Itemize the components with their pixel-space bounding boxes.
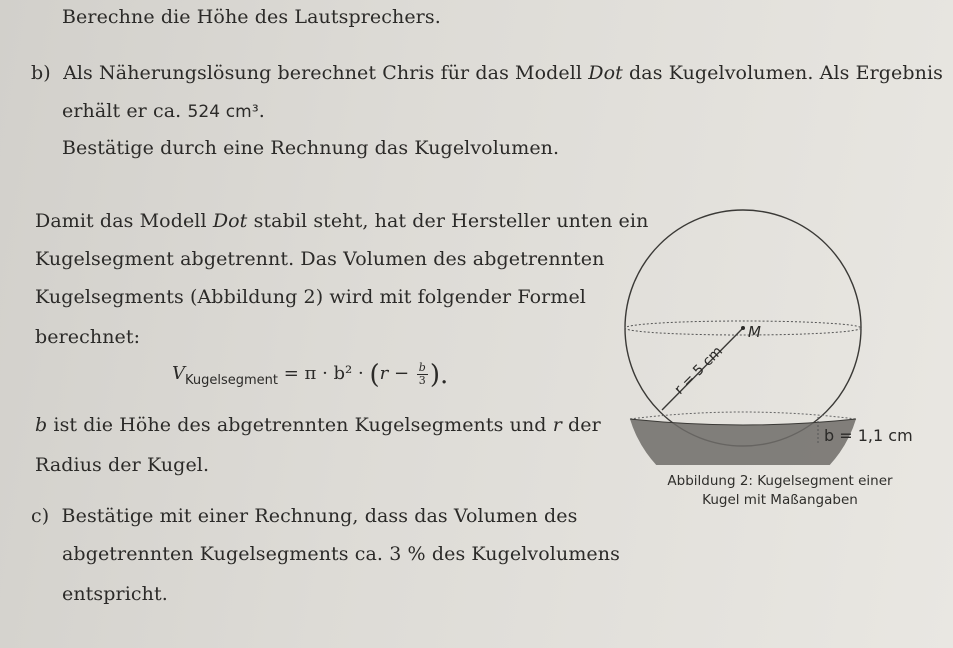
intro-line-1 (35, 210, 648, 232)
task-b-line-2 (62, 100, 265, 122)
task-b-line-1 (31, 62, 943, 84)
task-b-text-2: erhält er ca. (62, 100, 182, 122)
formula-r: r (379, 363, 389, 384)
task-b-text-1-end: das Kugelvolumen. Als Ergebnis (629, 62, 944, 84)
height-label: b = 1,1 cm (824, 426, 913, 445)
segment-volume-formula (172, 360, 448, 390)
model-name: Dot (588, 62, 623, 84)
center-label: M (748, 323, 761, 341)
explanation-text-1-end: der (568, 414, 601, 436)
sphere-segment-figure (600, 205, 945, 465)
intro-text-3: Kugelsegments (Abbildung 2) wird mit folgender Formel (35, 286, 586, 308)
task-c-text-1: Bestätige mit einer Rechnung, dass das Volumen des (61, 505, 578, 527)
task-c-line-2 (62, 543, 620, 565)
intro-line-2 (35, 248, 604, 270)
task-b-line-3 (62, 137, 559, 159)
intro-line-4 (35, 326, 140, 348)
intro-text-1-end: stabil steht, hat der Hersteller unten ein (253, 210, 649, 232)
formula-rhs: = π · b² · (283, 363, 364, 384)
segment-shade (630, 419, 856, 465)
formula-v: V (172, 363, 185, 384)
volume-value: 524 cm³ (187, 102, 259, 122)
task-c-label: c) (31, 505, 50, 527)
intro-text-1: Damit das Modell (35, 210, 207, 232)
task-c-line-1 (31, 505, 577, 527)
explanation-line-1 (35, 414, 601, 436)
figure-caption-line-1: Abbildung 2: Kugelsegment einer (667, 473, 893, 489)
center-point (741, 326, 745, 330)
intro-text-2: Kugelsegment abgetrennt. Das Volumen des abgetrennten (35, 248, 605, 270)
radius-label: r = 5 cm (671, 343, 727, 398)
intro-line-3 (35, 286, 586, 308)
fraction-denominator: 3 (418, 373, 426, 387)
explanation-text-2: Radius der Kugel. (35, 454, 210, 476)
fraction-numerator: b (418, 360, 426, 374)
task-b-text-1: Als Näherungslösung berechnet Chris für das Modell (63, 62, 583, 84)
task-c-line-3 (62, 583, 168, 605)
formula-close-paren: ). (429, 360, 449, 390)
intro-text-4: berechnet: (35, 326, 141, 348)
task-b-period: . (258, 100, 265, 122)
formula-minus: − (393, 363, 410, 384)
explanation-line-2 (35, 454, 209, 476)
task-c-text-2: abgetrennten Kugelsegments ca. 3 % des Kugelvolumens (62, 543, 620, 565)
var-b: b (35, 414, 48, 436)
intro-model-name: Dot (212, 210, 248, 232)
task-a-text (62, 6, 441, 28)
task-b-label: b) (31, 62, 51, 84)
formula-subscript: Kugelsegment (185, 373, 278, 388)
explanation-text-1: ist die Höhe des abgetrennten Kugelsegments und (53, 414, 547, 436)
task-b-text-3: Bestätige durch eine Rechnung das Kugelvolumen. (62, 137, 560, 159)
formula-fraction (417, 362, 428, 387)
task-c-text-3: entspricht. (62, 583, 168, 605)
task-a-line: Berechne die Höhe des Lautsprechers. (62, 6, 441, 28)
formula-open-paren: ( (369, 360, 380, 390)
var-r: r (552, 414, 562, 436)
figure-caption-line-2: Kugel mit Maßangaben (702, 492, 858, 508)
